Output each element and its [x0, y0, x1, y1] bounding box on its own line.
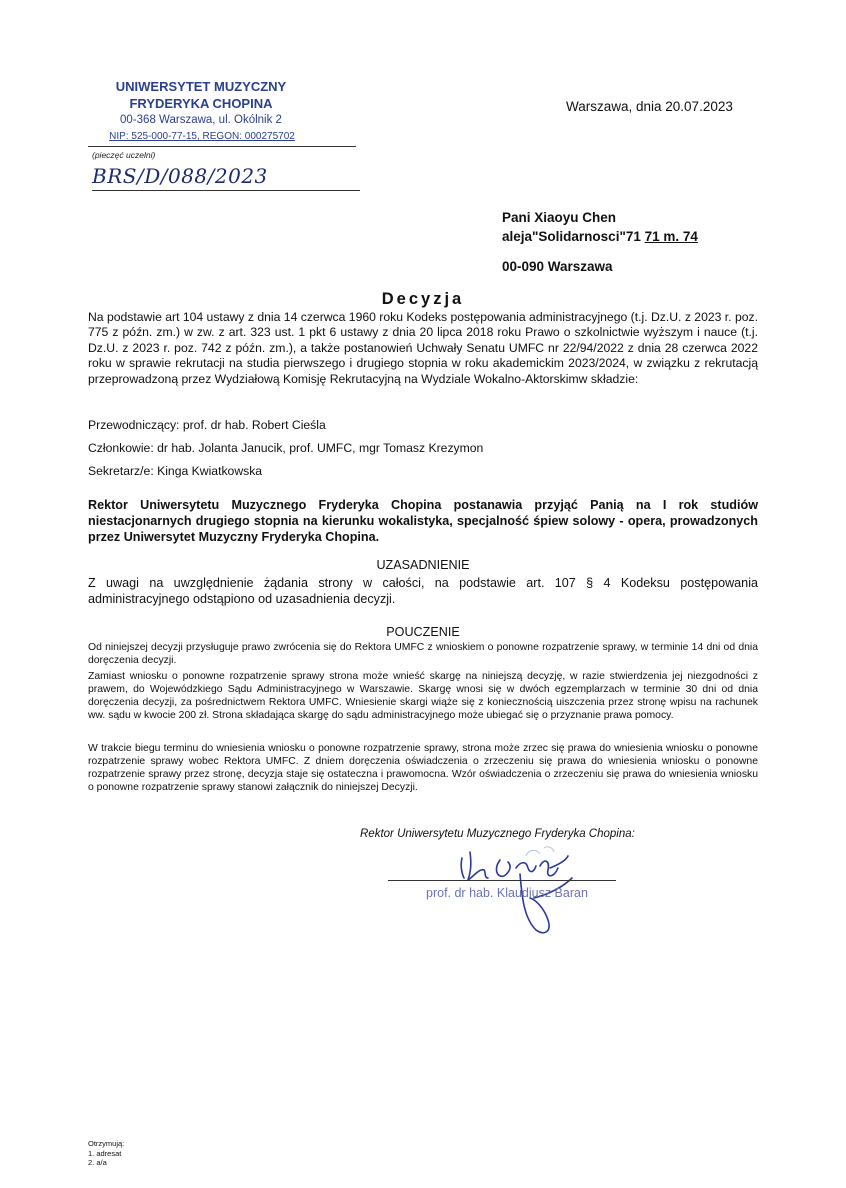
reference-number: BRS/D/088/2023 — [92, 164, 268, 188]
addressee-name: Pani Xiaoyu Chen — [502, 210, 617, 225]
instruction-paragraph-3: W trakcie biegu terminu do wniesienia wniosku o ponowne rozpatrzenie sprawy, strona może zrzec się prawa do wniesienia wniosku o ponowne rozpatrzenie sprawy wobec Rektora UMFC. Z dniem doręczenia oświadczenia o zrzeczeniu się prawa do wniesienia wniosku o ponowne rozpatrzenie sprawy przez stronę, decyzja staje się ostateczna i prawomocna. Wzór oświadczenia o zrzeczeniu się prawa do wniesienia wniosku o ponowne rozpatrzenie sprawy stanowi załącznik do niniejszej Decyzji. — [88, 743, 758, 793]
addressee-city: 00-090 Warszawa — [502, 259, 613, 274]
document-title: Decyzja — [381, 290, 465, 308]
addressee-street-number: 71 m. 74 — [644, 229, 698, 244]
recipient-2: 2. a/a — [88, 1158, 107, 1167]
stamp-label: (pieczęć uczelni) — [92, 150, 156, 160]
university-name-line2: FRYDERYKA CHOPINA — [129, 96, 273, 111]
place-date: Warszawa, dnia 20.07.2023 — [566, 99, 733, 114]
recipient-1: 1. adresat — [88, 1148, 122, 1158]
nip-regon: NIP: 525-000-77-15, REGON: 000275702 — [109, 131, 295, 142]
committee-secretary: Sekretarz/e: Kinga Kwiatkowska — [88, 464, 263, 478]
reference-divider — [92, 190, 360, 191]
instruction-paragraph-2: Zamiast wniosku o ponowne rozpatrzenie sprawy strona może wnieść skargę na niniejszą decyzję, w razie stwierdzenia jej niezgodności z prawem, do Wojewódzkiego Sądu Administracyjnego w Warszawie. Skargę wnosi się w dwóch egzemplarzach w terminie 30 dni od dnia doręczenia decyzji, za pośrednictwem Rektora UMFC. Wniesienie skargi wiąże się z koniecznością uiszczenia przez stronę wpisu na rachunek ww. sądu w kwocie 200 zł. Strona składająca skargę do sądu administracyjnego może ubiegać się o przyznanie prawa pomocy. — [88, 671, 758, 721]
justification-heading: UZASADNIENIE — [376, 558, 470, 572]
university-name-line1: UNIWERSYTET MUZYCZNY — [115, 79, 287, 94]
legal-basis-paragraph: Na podstawie art 104 ustawy z dnia 14 czerwca 1960 roku Kodeks postępowania administracyjnego (t.j. Dz.U. z 2023 r. poz. 775 z późn. zm.) w zw. z art. 323 ust. 1 pkt 6 ustawy z dnia 20 lipca 2018 roku Prawo o szkolnictwie wyższym i nauce (t.j. Dz.U. z 2023 r. poz. 742 z późn. zm.), a także postanowień Uchwały Senatu UMFC nr 22/94/2022 z dnia 28 czerwca 2022 roku w sprawie rekrutacji na studia pierwszego i drugiego stopnia w roku akademickim 2023/2024, w związku z rekrutacją przeprowadzoną przez Wydziałową Komisję Rekrutacyjną na Wydziale Wokalno-Aktorskimw składzie: — [88, 310, 758, 386]
addressee-street-prefix: aleja"Solidarnosci"71 — [502, 229, 645, 244]
university-stamp — [96, 78, 306, 112]
committee-members: Członkowie: dr hab. Jolanta Janucik, prof. UMFC, mgr Tomasz Krezymon — [88, 441, 484, 455]
recipients-block — [88, 1139, 124, 1168]
signatory-name: prof. dr hab. Klaudiusz Baran — [426, 886, 588, 900]
addressee-street — [502, 227, 698, 246]
instruction-heading: POUCZENIE — [386, 625, 460, 639]
university-address: 00-368 Warszawa, ul. Okólnik 2 — [120, 114, 282, 126]
signature-line — [388, 880, 616, 881]
committee-chair: Przewodniczący: prof. dr hab. Robert Cieśla — [88, 418, 326, 432]
recipients-label: Otrzymują: — [88, 1139, 125, 1148]
decision-paragraph: Rektor Uniwersytetu Muzycznego Fryderyka Chopina postanawia przyjąć Panią na I rok studiów niestacjonarnych drugiego stopnia na kierunku wokalistyka, specjalność śpiew solowy - opera, prowadzonych przez Uniwersytet Muzyczny Fryderyka Chopina. — [88, 498, 758, 545]
stamp-divider — [88, 146, 356, 147]
addressee-block — [502, 208, 698, 246]
instruction-paragraph-1: Od niniejszej decyzji przysługuje prawo zwrócenia się do Rektora UMFC z wnioskiem o ponowne rozpatrzenie sprawy, w terminie 14 dni od dnia doręczenia decyzji. — [88, 642, 758, 666]
signatory-title: Rektor Uniwersytetu Muzycznego Fryderyka Chopina: — [360, 828, 635, 840]
justification-text: Z uwagi na uwzględnienie żądania strony w całości, na podstawie art. 107 § 4 Kodeksu postępowania administracyjnego odstąpiono od uzasadnienia decyzji. — [88, 576, 758, 607]
